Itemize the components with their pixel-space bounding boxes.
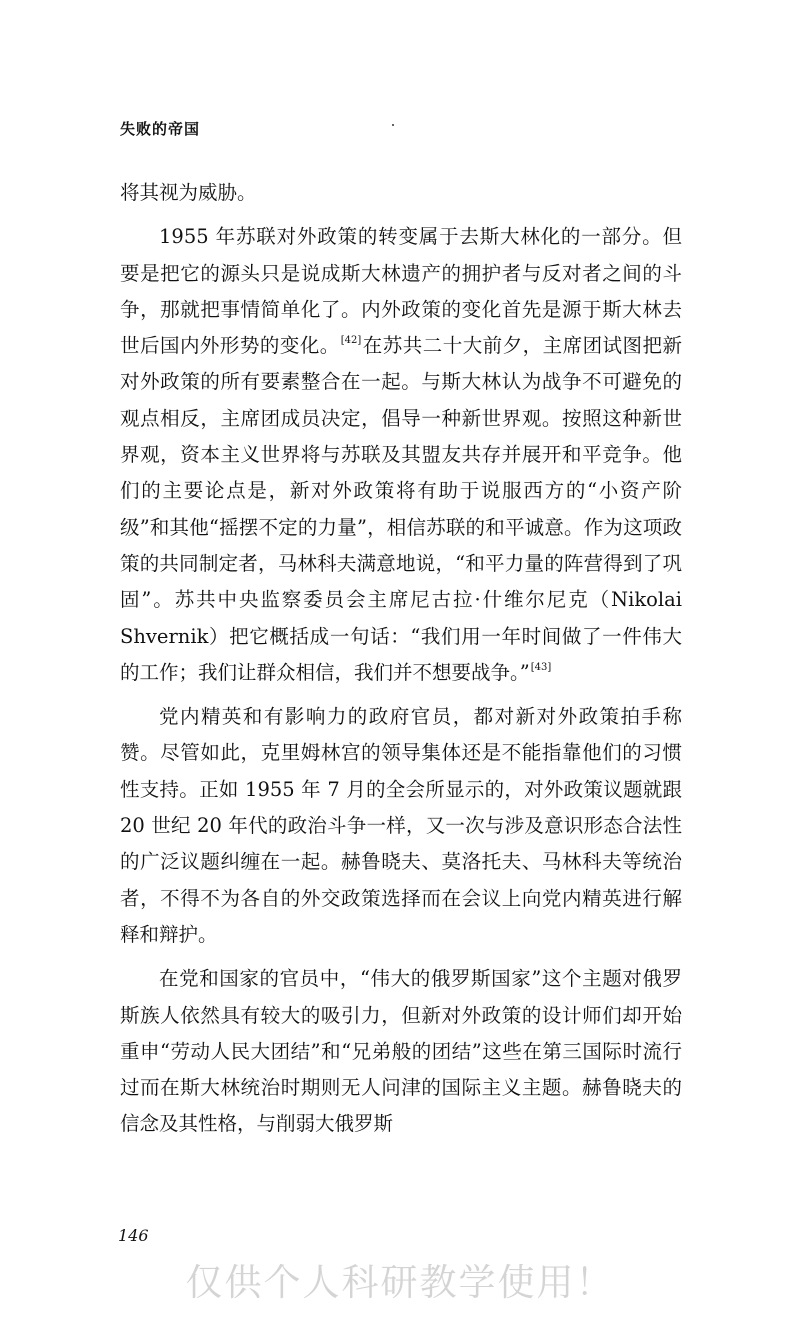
running-title: 失败的帝国 bbox=[120, 120, 201, 138]
paragraph-2-part-a: 1955 年苏联对外政策的转变属于去斯大林化的一部分。但要是把它的源头只是说成斯大林遗产的拥护者与反对者之间的斗争，那就把事情简单化了。内外政策的变化首先是源于斯大林去世后国内外形势的变化。 bbox=[120, 225, 682, 358]
paragraph-3: 党内精英和有影响力的政府官员，都对新对外政策拍手称赞。尽管如此，克里姆林宫的领导集体还是不能指靠他们的习惯性支持。正如 1955 年 7 月的全会所显示的，对外政策议题就跟 20 世纪 20 年代的政治斗争一样，又一次与涉及意识形态合法性的广泛议题纠缠在一起。赫鲁晓夫、莫洛托夫、马林科夫等统治者，不得不为各自的外交政策选择而在会议上向党内精英进行解释和辩护。 bbox=[120, 705, 682, 946]
page-number: 146 bbox=[118, 1226, 149, 1245]
paragraph-1: 将其视为威胁。 bbox=[120, 181, 257, 204]
body-text bbox=[120, 175, 682, 1143]
scan-speck bbox=[392, 124, 394, 126]
watermark-text: 仅供个人科研教学使用！ bbox=[185, 1261, 615, 1304]
footnote-ref-43: [43] bbox=[530, 661, 552, 673]
footnote-ref-42: [42] bbox=[340, 335, 362, 347]
paragraph-2-part-b: 在苏共二十大前夕，主席团试图把新对外政策的所有要素整合在一起。与斯大林认为战争不可避免的观点相反，主席团成员决定，倡导一种新世界观。按照这种新世界观，资本主义世界将与苏联及其盟友共存并展开和平竞争。他们的主要论点是，新对外政策将有助于说服西方的“小资产阶级”和其他“摇摆不定的力量”，相信苏联的和平诚意。作为这项政策的共同制定者，马林科夫满意地说，“和平力量的阵营得到了巩固”。苏共中央监察委员会主席尼古拉·什维尔尼克（Nikolai Shvernik）把它概括成一句话：“我们用一年时间做了一件伟大的工作；我们让群众相信，我们并不想要战争。” bbox=[120, 334, 682, 684]
paragraph-4: 在党和国家的官员中，“伟大的俄罗斯国家”这个主题对俄罗斯族人依然具有较大的吸引力，但新对外政策的设计师们却开始重申“劳动人民大团结”和“兄弟般的团结”这些在第三国际时流行过而在斯大林统治时期则无人问津的国际主义主题。赫鲁晓夫的信念及其性格，与削弱大俄罗斯 bbox=[120, 967, 682, 1136]
paragraph-2 bbox=[120, 219, 682, 691]
